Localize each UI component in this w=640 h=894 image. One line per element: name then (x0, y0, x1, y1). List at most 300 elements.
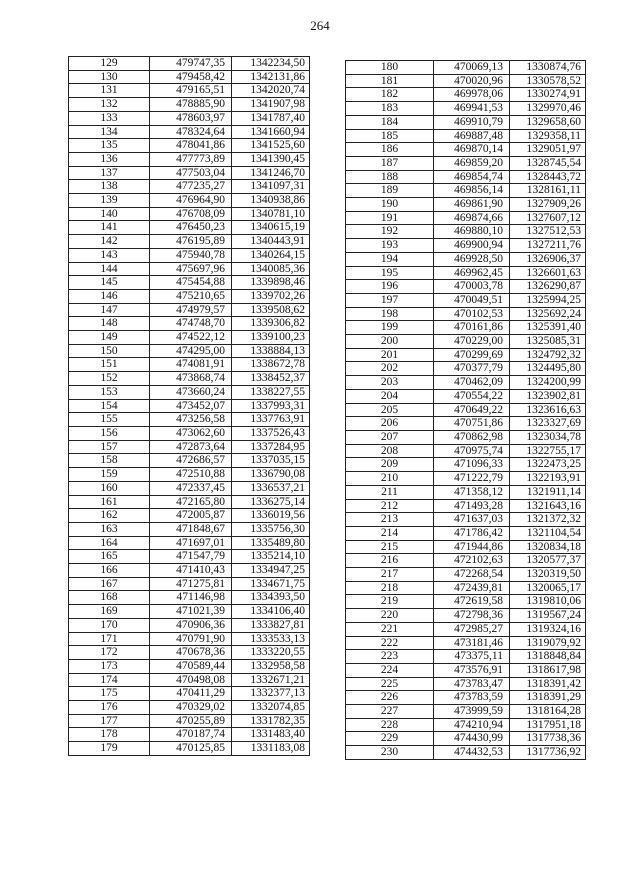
y-coordinate-cell: 1336537,21 (232, 481, 310, 495)
y-coordinate-cell: 1334671,75 (232, 577, 310, 591)
x-coordinate-cell: 470255,89 (150, 714, 232, 728)
y-coordinate-cell: 1336275,14 (232, 495, 310, 509)
x-coordinate-cell: 470229,00 (434, 335, 510, 349)
x-coordinate-cell: 470498,08 (150, 673, 232, 687)
point-number-cell: 143 (69, 248, 150, 262)
table-row (69, 728, 310, 742)
point-number-cell: 206 (346, 417, 434, 431)
x-coordinate-cell: 470049,51 (434, 293, 510, 307)
table-row (346, 554, 586, 568)
x-coordinate-cell: 473375,11 (434, 650, 510, 664)
x-coordinate-cell: 469900,94 (434, 239, 510, 253)
x-coordinate-cell: 470678,36 (150, 646, 232, 660)
table-row (346, 156, 586, 170)
x-coordinate-cell: 470003,78 (434, 280, 510, 294)
table-row (69, 454, 310, 468)
table-row (346, 280, 586, 294)
table-row (346, 718, 586, 732)
table-row (346, 663, 586, 677)
point-number-cell: 134 (69, 125, 150, 139)
x-coordinate-cell: 469870,14 (434, 143, 510, 157)
point-number-cell: 132 (69, 98, 150, 112)
table-row (346, 444, 586, 458)
table-row (346, 143, 586, 157)
page-number: 264 (310, 18, 330, 33)
point-number-cell: 137 (69, 166, 150, 180)
table-row (346, 568, 586, 582)
point-number-cell: 220 (346, 609, 434, 623)
point-number-cell: 173 (69, 659, 150, 673)
y-coordinate-cell: 1331782,35 (232, 714, 310, 728)
x-coordinate-cell: 477235,27 (150, 180, 232, 194)
x-coordinate-cell: 470791,90 (150, 632, 232, 646)
point-number-cell: 169 (69, 605, 150, 619)
table-row (69, 303, 310, 317)
table-row (346, 513, 586, 527)
point-number-cell: 166 (69, 564, 150, 578)
coordinates-table-left (68, 56, 310, 756)
x-coordinate-cell: 470125,85 (150, 742, 232, 756)
y-coordinate-cell: 1329970,46 (510, 102, 586, 116)
point-number-cell: 154 (69, 399, 150, 413)
x-coordinate-cell: 474979,57 (150, 303, 232, 317)
table-row (346, 61, 586, 75)
x-coordinate-cell: 471222,79 (434, 472, 510, 486)
y-coordinate-cell: 1339508,62 (232, 303, 310, 317)
table-row (69, 522, 310, 536)
x-coordinate-cell: 470411,29 (150, 687, 232, 701)
point-number-cell: 141 (69, 221, 150, 235)
point-number-cell: 164 (69, 536, 150, 550)
y-coordinate-cell: 1333533,13 (232, 632, 310, 646)
table-row (69, 646, 310, 660)
y-coordinate-cell: 1341660,94 (232, 125, 310, 139)
y-coordinate-cell: 1340085,36 (232, 262, 310, 276)
point-number-cell: 223 (346, 650, 434, 664)
table-row (346, 636, 586, 650)
x-coordinate-cell: 479165,51 (150, 84, 232, 98)
point-number-cell: 161 (69, 495, 150, 509)
x-coordinate-cell: 470975,74 (434, 444, 510, 458)
point-number-cell: 186 (346, 143, 434, 157)
point-number-cell: 222 (346, 636, 434, 650)
point-number-cell: 167 (69, 577, 150, 591)
point-number-cell: 201 (346, 348, 434, 362)
table-row (346, 581, 586, 595)
y-coordinate-cell: 1327607,12 (510, 211, 586, 225)
table-row (69, 344, 310, 358)
point-number-cell: 215 (346, 540, 434, 554)
x-coordinate-cell: 470069,13 (434, 61, 510, 75)
y-coordinate-cell: 1339306,82 (232, 317, 310, 331)
table-row (346, 239, 586, 253)
y-coordinate-cell: 1329658,60 (510, 115, 586, 129)
x-coordinate-cell: 469962,45 (434, 266, 510, 280)
table-row (69, 98, 310, 112)
x-coordinate-cell: 469880,10 (434, 225, 510, 239)
y-coordinate-cell: 1330274,91 (510, 88, 586, 102)
x-coordinate-cell: 471096,33 (434, 458, 510, 472)
table-row (346, 252, 586, 266)
y-coordinate-cell: 1332671,21 (232, 673, 310, 687)
y-coordinate-cell: 1321104,54 (510, 526, 586, 540)
x-coordinate-cell: 471944,86 (434, 540, 510, 554)
x-coordinate-cell: 471410,43 (150, 564, 232, 578)
point-number-cell: 214 (346, 526, 434, 540)
point-number-cell: 172 (69, 646, 150, 660)
point-number-cell: 135 (69, 139, 150, 153)
point-number-cell: 211 (346, 485, 434, 499)
table-row (346, 430, 586, 444)
point-number-cell: 162 (69, 509, 150, 523)
y-coordinate-cell: 1321911,14 (510, 485, 586, 499)
x-coordinate-cell: 471547,79 (150, 550, 232, 564)
table-row (69, 207, 310, 221)
point-number-cell: 139 (69, 194, 150, 208)
y-coordinate-cell: 1327909,26 (510, 198, 586, 212)
point-number-cell: 217 (346, 568, 434, 582)
table-row (346, 485, 586, 499)
y-coordinate-cell: 1319567,24 (510, 609, 586, 623)
point-number-cell: 152 (69, 372, 150, 386)
x-coordinate-cell: 475210,65 (150, 289, 232, 303)
point-number-cell: 168 (69, 591, 150, 605)
x-coordinate-cell: 471493,28 (434, 499, 510, 513)
y-coordinate-cell: 1341246,70 (232, 166, 310, 180)
x-coordinate-cell: 469861,90 (434, 198, 510, 212)
point-number-cell: 188 (346, 170, 434, 184)
y-coordinate-cell: 1320065,17 (510, 581, 586, 595)
table-row (69, 481, 310, 495)
x-coordinate-cell: 475697,96 (150, 262, 232, 276)
point-number-cell: 189 (346, 184, 434, 198)
table-row (69, 673, 310, 687)
point-number-cell: 131 (69, 84, 150, 98)
x-coordinate-cell: 475454,88 (150, 276, 232, 290)
y-coordinate-cell: 1318164,28 (510, 705, 586, 719)
x-coordinate-cell: 472165,80 (150, 495, 232, 509)
x-coordinate-cell: 469874,66 (434, 211, 510, 225)
y-coordinate-cell: 1332377,13 (232, 687, 310, 701)
point-number-cell: 213 (346, 513, 434, 527)
point-number-cell: 200 (346, 335, 434, 349)
table-row (346, 198, 586, 212)
x-coordinate-cell: 472510,88 (150, 468, 232, 482)
x-coordinate-cell: 474210,94 (434, 718, 510, 732)
x-coordinate-cell: 470751,86 (434, 417, 510, 431)
x-coordinate-cell: 478885,90 (150, 98, 232, 112)
point-number-cell: 224 (346, 663, 434, 677)
x-coordinate-cell: 473256,58 (150, 413, 232, 427)
point-number-cell: 180 (346, 61, 434, 75)
y-coordinate-cell: 1328745,54 (510, 156, 586, 170)
x-coordinate-cell: 478041,86 (150, 139, 232, 153)
y-coordinate-cell: 1342131,86 (232, 70, 310, 84)
table-row (346, 595, 586, 609)
y-coordinate-cell: 1319324,16 (510, 622, 586, 636)
x-coordinate-cell: 471021,39 (150, 605, 232, 619)
y-coordinate-cell: 1317951,18 (510, 718, 586, 732)
point-number-cell: 226 (346, 691, 434, 705)
x-coordinate-cell: 477503,04 (150, 166, 232, 180)
y-coordinate-cell: 1324495,80 (510, 362, 586, 376)
x-coordinate-cell: 474432,53 (434, 746, 510, 760)
y-coordinate-cell: 1331183,08 (232, 742, 310, 756)
table-row (346, 650, 586, 664)
y-coordinate-cell: 1329051,97 (510, 143, 586, 157)
y-coordinate-cell: 1340443,91 (232, 235, 310, 249)
y-coordinate-cell: 1337763,91 (232, 413, 310, 427)
table-row (69, 84, 310, 98)
y-coordinate-cell: 1340264,15 (232, 248, 310, 262)
x-coordinate-cell: 471697,01 (150, 536, 232, 550)
table-row (69, 221, 310, 235)
table-row (346, 88, 586, 102)
y-coordinate-cell: 1317736,92 (510, 746, 586, 760)
table-row (346, 499, 586, 513)
point-number-cell: 216 (346, 554, 434, 568)
y-coordinate-cell: 1320834,18 (510, 540, 586, 554)
point-number-cell: 178 (69, 728, 150, 742)
x-coordinate-cell: 470906,36 (150, 618, 232, 632)
x-coordinate-cell: 471637,03 (434, 513, 510, 527)
x-coordinate-cell: 470299,69 (434, 348, 510, 362)
x-coordinate-cell: 479747,35 (150, 57, 232, 71)
point-number-cell: 129 (69, 57, 150, 71)
point-number-cell: 192 (346, 225, 434, 239)
table-row (69, 426, 310, 440)
y-coordinate-cell: 1334947,25 (232, 564, 310, 578)
point-number-cell: 182 (346, 88, 434, 102)
y-coordinate-cell: 1319079,92 (510, 636, 586, 650)
y-coordinate-cell: 1322193,91 (510, 472, 586, 486)
y-coordinate-cell: 1340615,19 (232, 221, 310, 235)
y-coordinate-cell: 1341097,31 (232, 180, 310, 194)
y-coordinate-cell: 1333220,55 (232, 646, 310, 660)
table-row (69, 125, 310, 139)
x-coordinate-cell: 474081,91 (150, 358, 232, 372)
x-coordinate-cell: 473868,74 (150, 372, 232, 386)
point-number-cell: 146 (69, 289, 150, 303)
table-row (346, 540, 586, 554)
y-coordinate-cell: 1320577,37 (510, 554, 586, 568)
x-coordinate-cell: 472619,58 (434, 595, 510, 609)
x-coordinate-cell: 472686,57 (150, 454, 232, 468)
x-coordinate-cell: 473062,60 (150, 426, 232, 440)
x-coordinate-cell: 471786,42 (434, 526, 510, 540)
x-coordinate-cell: 474430,99 (434, 732, 510, 746)
x-coordinate-cell: 472102,63 (434, 554, 510, 568)
point-number-cell: 138 (69, 180, 150, 194)
table-row (346, 225, 586, 239)
x-coordinate-cell: 475940,78 (150, 248, 232, 262)
x-coordinate-cell: 476964,90 (150, 194, 232, 208)
point-number-cell: 196 (346, 280, 434, 294)
x-coordinate-cell: 473999,59 (434, 705, 510, 719)
point-number-cell: 207 (346, 430, 434, 444)
y-coordinate-cell: 1338672,78 (232, 358, 310, 372)
y-coordinate-cell: 1331483,40 (232, 728, 310, 742)
point-number-cell: 228 (346, 718, 434, 732)
y-coordinate-cell: 1340781,10 (232, 207, 310, 221)
table-row (69, 57, 310, 71)
y-coordinate-cell: 1323034,78 (510, 430, 586, 444)
table-row (346, 321, 586, 335)
table-row (69, 618, 310, 632)
table-row (69, 70, 310, 84)
table-row (69, 262, 310, 276)
y-coordinate-cell: 1332074,85 (232, 701, 310, 715)
x-coordinate-cell: 471358,12 (434, 485, 510, 499)
table-row (346, 691, 586, 705)
y-coordinate-cell: 1320319,50 (510, 568, 586, 582)
table-row (346, 705, 586, 719)
y-coordinate-cell: 1318617,98 (510, 663, 586, 677)
y-coordinate-cell: 1341525,60 (232, 139, 310, 153)
x-coordinate-cell: 472798,36 (434, 609, 510, 623)
table-row (346, 362, 586, 376)
y-coordinate-cell: 1339702,26 (232, 289, 310, 303)
x-coordinate-cell: 473660,24 (150, 385, 232, 399)
y-coordinate-cell: 1325391,40 (510, 321, 586, 335)
point-number-cell: 170 (69, 618, 150, 632)
table-row (69, 714, 310, 728)
table-row (346, 609, 586, 623)
point-number-cell: 221 (346, 622, 434, 636)
y-coordinate-cell: 1340938,86 (232, 194, 310, 208)
point-number-cell: 177 (69, 714, 150, 728)
y-coordinate-cell: 1324200,99 (510, 376, 586, 390)
y-coordinate-cell: 1339100,23 (232, 331, 310, 345)
y-coordinate-cell: 1323327,69 (510, 417, 586, 431)
point-number-cell: 203 (346, 376, 434, 390)
y-coordinate-cell: 1321643,16 (510, 499, 586, 513)
x-coordinate-cell: 470187,74 (150, 728, 232, 742)
y-coordinate-cell: 1342234,50 (232, 57, 310, 71)
point-number-cell: 199 (346, 321, 434, 335)
x-coordinate-cell: 473783,47 (434, 677, 510, 691)
point-number-cell: 183 (346, 102, 434, 116)
y-coordinate-cell: 1336019,56 (232, 509, 310, 523)
x-coordinate-cell: 469941,53 (434, 102, 510, 116)
x-coordinate-cell: 477773,89 (150, 152, 232, 166)
point-number-cell: 147 (69, 303, 150, 317)
point-number-cell: 197 (346, 293, 434, 307)
table-row (69, 413, 310, 427)
y-coordinate-cell: 1337993,31 (232, 399, 310, 413)
point-number-cell: 193 (346, 239, 434, 253)
point-number-cell: 187 (346, 156, 434, 170)
point-number-cell: 190 (346, 198, 434, 212)
x-coordinate-cell: 470161,86 (434, 321, 510, 335)
y-coordinate-cell: 1330874,76 (510, 61, 586, 75)
y-coordinate-cell: 1341787,40 (232, 111, 310, 125)
x-coordinate-cell: 474295,00 (150, 344, 232, 358)
point-number-cell: 181 (346, 74, 434, 88)
table-row (346, 677, 586, 691)
y-coordinate-cell: 1337035,15 (232, 454, 310, 468)
y-coordinate-cell: 1318848,84 (510, 650, 586, 664)
table-row (346, 211, 586, 225)
y-coordinate-cell: 1339898,46 (232, 276, 310, 290)
x-coordinate-cell: 471848,67 (150, 522, 232, 536)
table-row (346, 115, 586, 129)
point-number-cell: 171 (69, 632, 150, 646)
point-number-cell: 145 (69, 276, 150, 290)
y-coordinate-cell: 1328443,72 (510, 170, 586, 184)
table-row (69, 509, 310, 523)
y-coordinate-cell: 1323902,81 (510, 389, 586, 403)
x-coordinate-cell: 469854,74 (434, 170, 510, 184)
y-coordinate-cell: 1321372,32 (510, 513, 586, 527)
point-number-cell: 218 (346, 581, 434, 595)
table-row (69, 742, 310, 756)
y-coordinate-cell: 1327211,76 (510, 239, 586, 253)
table-row (69, 331, 310, 345)
table-row (69, 385, 310, 399)
table-row (69, 577, 310, 591)
table-row (69, 152, 310, 166)
table-row (346, 732, 586, 746)
point-number-cell: 163 (69, 522, 150, 536)
point-number-cell: 158 (69, 454, 150, 468)
y-coordinate-cell: 1334106,40 (232, 605, 310, 619)
table-row (69, 550, 310, 564)
x-coordinate-cell: 470649,22 (434, 403, 510, 417)
y-coordinate-cell: 1324792,32 (510, 348, 586, 362)
x-coordinate-cell: 470589,44 (150, 659, 232, 673)
x-coordinate-cell: 473576,91 (434, 663, 510, 677)
x-coordinate-cell: 470377,79 (434, 362, 510, 376)
y-coordinate-cell: 1327512,53 (510, 225, 586, 239)
table-row (346, 102, 586, 116)
y-coordinate-cell: 1322755,17 (510, 444, 586, 458)
point-number-cell: 212 (346, 499, 434, 513)
point-number-cell: 149 (69, 331, 150, 345)
table-row (346, 307, 586, 321)
point-number-cell: 230 (346, 746, 434, 760)
y-coordinate-cell: 1328161,11 (510, 184, 586, 198)
x-coordinate-cell: 472268,54 (434, 568, 510, 582)
point-number-cell: 155 (69, 413, 150, 427)
table-row (346, 458, 586, 472)
table-row (346, 266, 586, 280)
y-coordinate-cell: 1325692,24 (510, 307, 586, 321)
y-coordinate-cell: 1323616,63 (510, 403, 586, 417)
x-coordinate-cell: 470020,96 (434, 74, 510, 88)
table-row (69, 372, 310, 386)
x-coordinate-cell: 469856,14 (434, 184, 510, 198)
point-number-cell: 208 (346, 444, 434, 458)
point-number-cell: 198 (346, 307, 434, 321)
point-number-cell: 157 (69, 440, 150, 454)
y-coordinate-cell: 1329358,11 (510, 129, 586, 143)
y-coordinate-cell: 1319810,06 (510, 595, 586, 609)
table-row (69, 111, 310, 125)
point-number-cell: 225 (346, 677, 434, 691)
y-coordinate-cell: 1335214,10 (232, 550, 310, 564)
x-coordinate-cell: 474748,70 (150, 317, 232, 331)
y-coordinate-cell: 1333827,81 (232, 618, 310, 632)
table-row (69, 180, 310, 194)
table-row (346, 403, 586, 417)
x-coordinate-cell: 473452,07 (150, 399, 232, 413)
point-number-cell: 195 (346, 266, 434, 280)
point-number-cell: 205 (346, 403, 434, 417)
y-coordinate-cell: 1338884,13 (232, 344, 310, 358)
x-coordinate-cell: 471146,98 (150, 591, 232, 605)
table-row (346, 335, 586, 349)
